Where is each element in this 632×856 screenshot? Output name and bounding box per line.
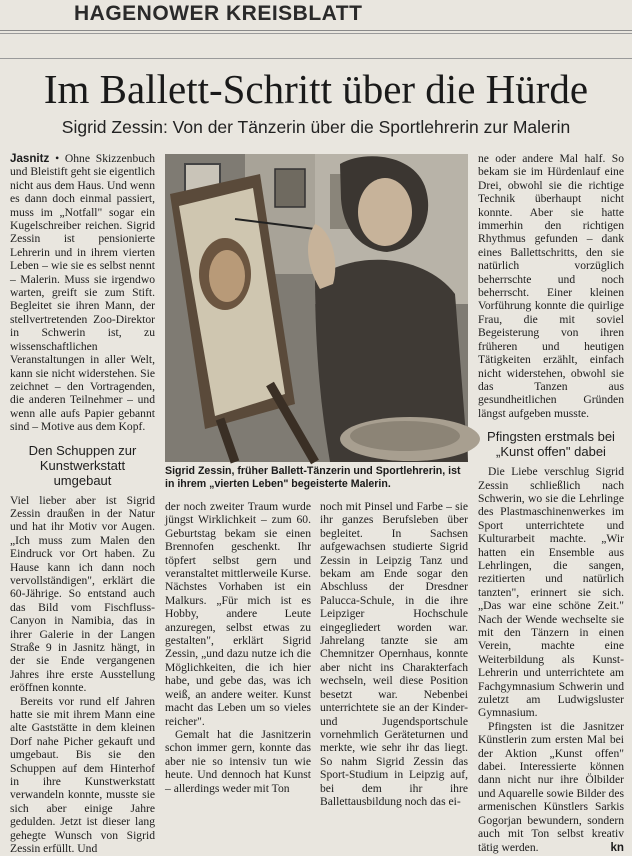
body-paragraph: der noch zweiter Traum wurde jüngst Wirklichkeit – zum 60. Geburtstag bekam sie einen Brennofen geschenkt. Ihr töpfert selbst gern und veranstaltet mittlerweile Kurse. Nächstes Vorhaben ist ein Malkurs. „Für mich ist es Hobby, andere Leute anzuregen, selbst etwas zu gestalten", erklärt Sigrid Zessin, „und dazu nutze ich die Möglichkeiten, die ich hier habe, und gebe das, was ich weiß, an andere weiter. Kunst macht das Leben um so vieles reicher".	[165, 500, 311, 728]
article-photo	[165, 154, 468, 462]
column-4	[478, 152, 624, 854]
top-rule	[0, 33, 632, 34]
divider-rule	[0, 58, 632, 59]
crosshead-workshop: Den Schuppen zur Kunstwerkstatt umgebaut	[28, 442, 137, 488]
masthead	[0, 0, 632, 31]
column-3	[320, 500, 468, 808]
photo-caption: Sigrid Zessin, früher Ballett-Tänzerin und Sportlehrerin, ist in ihrem „vierten Leben" begeisterte Malerin.	[165, 465, 461, 490]
body-paragraph: Viel lieber aber ist Sigrid Zessin draußen in der Natur und hat ihr Motiv vor Augen. „Ich muss zum Malen den Eindruck vor Ort haben. Zu Hause kann ich dann noch vervollständigen", erklärt die 60-Jährige. So entstand auch das Bild vom Fischfluss-Canyon in Namibia, das in ihrer Galerie in der Langen Straße 9 in Jasnitz hängt, in der sie Ende vergangenen Jahres ihre erste Ausstellung eröffnen konnte.	[10, 493, 155, 695]
intro-text: • Ohne Skizzenbuch und Bleistift geht sie eigentlich nicht aus dem Haus. Und wenn es dann doch einmal passiert, muss im „Notfall" sogar ein Kugelschreiber reichen. Sigrid Zessin ist pensionierte Lehrerin und in ihrem vierten Leben – wie sie es selbst nennt – Malerin. Muss sie irgendwo warten, greift sie zum Stift. Begleitet sie ihren Mann, der stellvertretenden Zoo-Direktor in Schwerin ist, zu wissenschaftlichen Veranstaltungen in aller Welt, kann sie nicht widerstehen. Sie zeichnet – den Vortragenden, die anderen Teilnehmer – und wenn alle aufs Papier gebannt sind – Motive aus dem Kopf.	[10, 152, 155, 434]
painter-photo-illustration	[165, 154, 468, 462]
newspaper-name: HAGENOWER KREISBLATT	[74, 2, 363, 25]
column-1	[10, 152, 155, 856]
author-signature: kn	[610, 840, 624, 854]
crosshead-kunst-offen: Pfingsten erstmals bei „Kunst offen" dabei	[487, 429, 615, 460]
intro-paragraph	[10, 152, 155, 434]
body-paragraph: noch mit Pinsel und Farbe – sie ihr ganzes Berufsleben über begleitet. In Sachsen aufgewachsen studierte Sigrid Zessin in Leipzig Tanz und bekam am Ende sogar den Abschluss der Dresdner Palucca-Schule, in die ihre Leipziger Hochschule eingegliedert worden war. Jahrelang tanzte sie am Chemnitzer Opernhaus, konnte aber nicht ins Charakterfach wechseln, weil diese Position besetzt war. Nebenbei unterrichtete sie an der Kinder- und Jugendsportschule vornehmlich Geräteturnen und merkte, wie sehr ihr das liegt. So nahm Sigrid Zessin das Sport-Studium in Leipzig auf, bei dem ihr ihre Ballettausbildung noch das ei-	[320, 500, 468, 808]
body-paragraph: Die Liebe verschlug Sigrid Zessin schließlich nach Schwerin, wo sie die Lehrlinge des Plastmaschinenwerkes im Sport unterrichtete und Kulturarbeit machte. „Wir hatten ein Ensemble aus Lehrlingen, die sangen, rezitierten und natürlich tanzten", erinnert sie sich. „Das war eine schöne Zeit." Nach der Wende wechselte sie mit den Tänzern in einen Verein, machte eine Weiterbildung als Kunst-Lehrerin und unterrichtete am Fachgymnasium Schwerin und zuletzt am Ludwigsluster Gymnasium.	[478, 465, 624, 720]
article-subheadline: Sigrid Zessin: Von der Tänzerin über die Sportlehrerin zur Malerin	[61, 117, 571, 137]
article-headline: Im Ballett-Schritt über die Hürde	[43, 66, 589, 112]
column-2	[165, 500, 311, 795]
dateline: Jasnitz	[10, 152, 50, 165]
body-paragraph: Bereits vor rund elf Jahren hatte sie mit ihrem Mann eine alte Gaststätte in dem kleinen Dorf nahe Picher gekauft und umgebaut. Bis sie den Schuppen auf dem Hinterhof in ihre Kunstwerkstatt verwandeln konnte, musste sie sich aber einige Jahre gedulden. Jetzt ist dieser lang gehegte Wunsch von Sigrid Zessin erfüllt. Und	[10, 694, 155, 856]
body-text: Pfingsten ist die Jasnitzer Künstlerin zum ersten Mal bei der Aktion „Kunst offen" dabei. Interessierte können dann nicht nur ihre Ölbilder und Aquarelle sowie Bilder des armenischen Künstlers Sarkis Gogorjan bewundern, sondern auch mit Ton selbst kreativ tätig werden.	[478, 719, 624, 854]
body-paragraph	[478, 720, 624, 854]
body-paragraph: Gemalt hat die Jasnitzerin schon immer gern, konnte das aber nie so intensiv tun wie heute. Und dennoch hat Kunst – allerdings weder mit Ton	[165, 727, 311, 795]
body-paragraph: ne oder andere Mal half. So bekam sie im Hürdenlauf eine Drei, obwohl sie die richtige Technik überhaupt nicht konnte. Aber sie hatte immerhin den richtigen Rhythmus gefunden – dank eines Ballettschritts, den sie natürlich vorzüglich beherrschte und noch beherrscht. Einer kleinen Vorführung konnte die quirlige Frau, die mit soviel Begeisterung von ihren früheren und heutigen Tätigkeiten erzählt, einfach nicht widerstehen, obwohl sie das Tanzen aus gesundheitlichen Gründen längst aufgeben musste.	[478, 152, 624, 420]
